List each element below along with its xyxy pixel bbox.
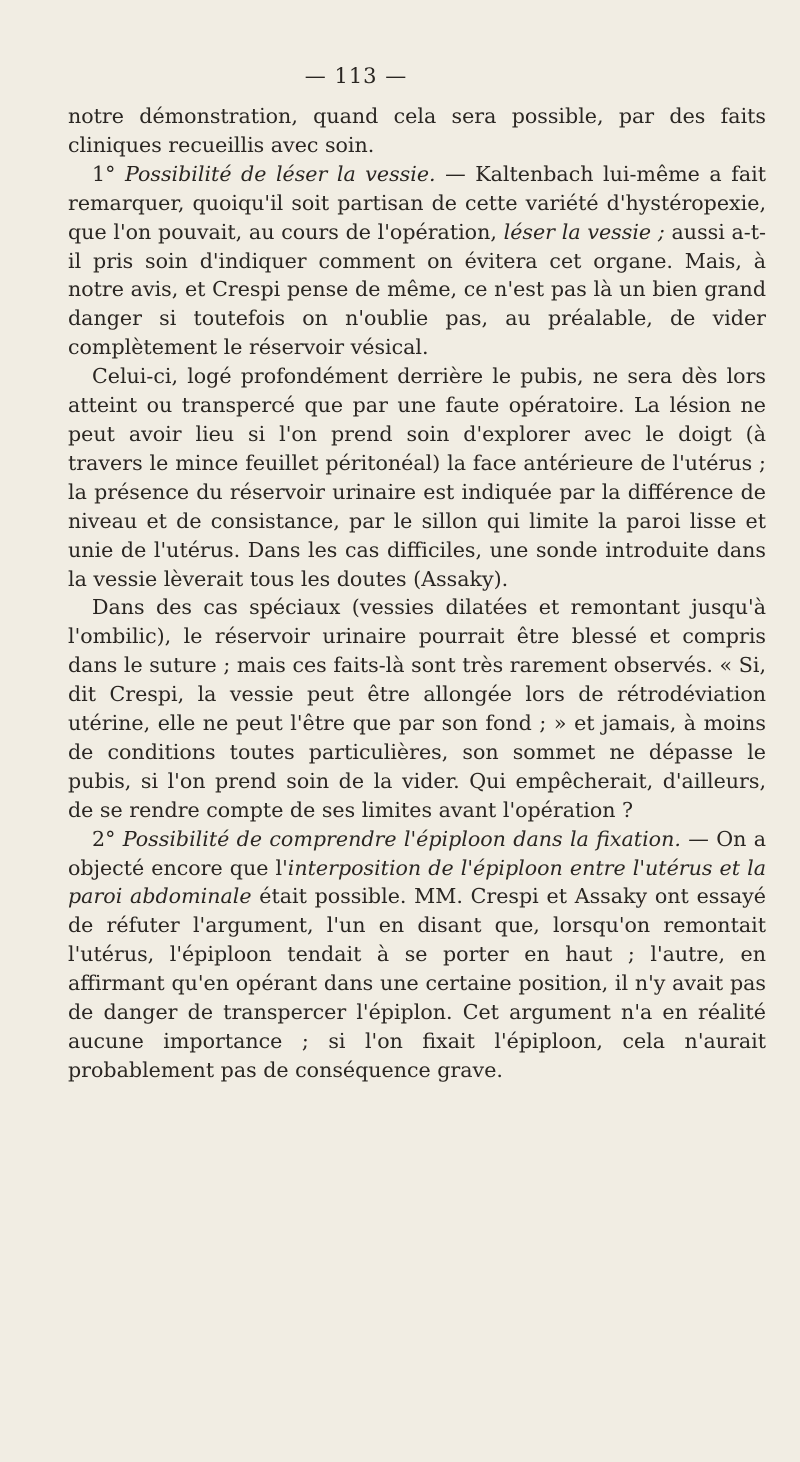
text-run: était possible. MM. Crespi et Assaky ont essayé de réfuter l'argument, l'un en disant que, lorsqu'on remontait l'utérus, l'épiploon tendait à se porter en haut ; l'autre, en affirmant qu'en opérant dans une certaine position, il n'y avait pas de danger de transpercer l'épiplon. Cet argument n'a en réalité aucune importance ; si l'on fixait l'épiploon, cela n'aurait probablement pas de conséquence grave. [68,884,766,1082]
text-run: — Kaltenbach lui-même a fait remarquer, quoiqu'il soit partisan de cette variété d'hystéropexie, que l'on pouvait, au cours de l'opération, [68,161,766,244]
italic-text: Possibilité de léser la vessie. [124,161,436,186]
italic-text: interposition de l'épiploon entre l'utérus et la paroi abdominale [68,855,766,909]
italic-text: léser la vessie ; [503,219,665,244]
text-run: 2° [92,826,123,851]
text-run: Celui-ci, logé profondément derrière le pubis, ne sera dès lors atteint ou transpercé que par une faute opératoire. La lésion ne peut avoir lieu si l'on prend soin d'explorer avec le doigt (à travers le mince feuillet péritonéal) la face antérieure de l'utérus ; la présence du réservoir urinaire est indiquée par la différence de niveau et de consistance, par le sillon qui limite la paroi lisse et unie de l'utérus. Dans les cas difficiles, une sonde introduite dans la vessie lèverait tous les doutes (Assaky). [68,364,766,591]
text-run: — On a objecté encore que l' [68,826,766,880]
text-run: notre démonstration, quand cela sera possible, par des faits cliniques recueillis avec soin. [68,104,766,157]
paragraph-p4 [68,593,766,824]
paragraph-p3 [68,362,766,593]
text-run: 1° [92,161,125,186]
italic-text: Possibilité de comprendre l'épiploon dans la fixation. [122,826,681,851]
paragraph-p5 [68,825,766,1085]
body-text [68,102,766,1085]
paragraph-p2 [68,160,766,362]
page-number: — 113 — [304,64,408,88]
paragraph-p1 [68,102,766,160]
text-run: Dans des cas spéciaux (vessies dilatées et remontant jusqu'à l'ombilic), le réservoir urinaire pourrait être blessé et compris dans le suture ; mais ces faits-là sont très rarement observés. « Si, dit Crespi, la vessie peut être allongée lors de rétrodéviation utérine, elle ne peut l'être que par son fond ; » et jamais, à moins de conditions toutes particulières, son sommet ne dépasse le pubis, si l'on prend soin de la vider. Qui empêcherait, d'ailleurs, de se rendre compte de ses limites avant l'opération ? [68,595,766,822]
text-run: aussi a-t-il pris soin d'indiquer comment on évitera cet organe. Mais, à notre avis, et Crespi pense de même, ce n'est pas là un bien grand danger si toutefois on n'oublie pas, au préalable, de vider complètement le réservoir vésical. [68,219,767,360]
